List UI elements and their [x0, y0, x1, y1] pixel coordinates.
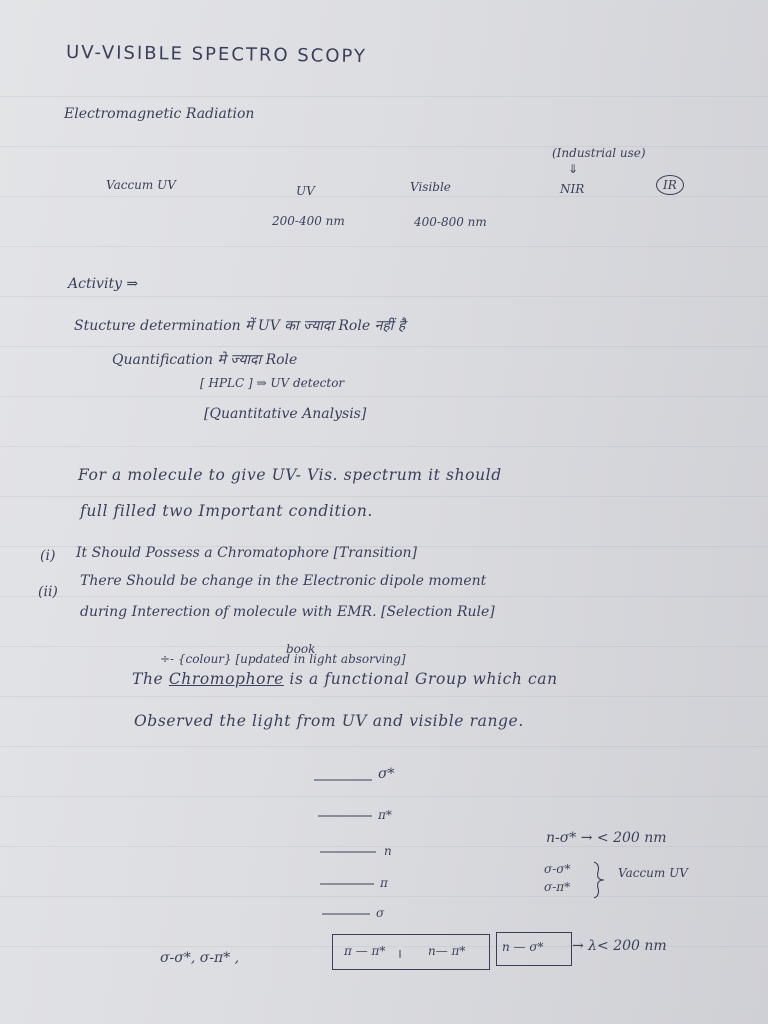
intro-line-2: full filled two Important condition.	[80, 502, 373, 520]
level-pi: π	[380, 876, 388, 890]
transition-n-sigma-box: n — σ*	[502, 940, 544, 954]
transition-sigma-sigma: σ-σ*	[544, 862, 571, 876]
activity-line-2: Quantification मे ज्यादा Role	[112, 352, 298, 368]
activity-line-1: Stucture determination में UV का ज्यादा Role नहीं है	[74, 318, 406, 334]
page-title: UV-VISIBLE SPECTRO SCOPY	[65, 41, 368, 68]
transition-pi-pi: π — π*	[344, 944, 386, 958]
vaccum-uv-label: Vaccum UV	[618, 866, 688, 880]
label-vaccum-uv: Vaccum UV	[106, 178, 176, 192]
activity-line-3: [ HPLC ] ⇒ UV detector	[200, 376, 345, 390]
definition-line-1: The Chromophore is a functional Group which can	[132, 670, 558, 688]
label-uv: UV	[296, 184, 315, 198]
industrial-use-note: (Industrial use)	[552, 146, 646, 160]
down-arrow-icon: ⇓	[568, 162, 579, 176]
condition-1-number: (i)	[40, 548, 56, 564]
chromophore-word: Chromophore	[168, 670, 284, 688]
condition-2-number: (ii)	[38, 584, 58, 600]
section-heading: Electromagnetic Radiation	[64, 106, 255, 122]
label-ir: IR	[656, 175, 684, 195]
range-visible: 400-800 nm	[414, 215, 487, 229]
label-nir: NIR	[560, 182, 585, 196]
wavelength-result: → λ< 200 nm	[572, 938, 667, 954]
note-line: ÷- {colour} [updated in light absorving]	[160, 652, 406, 666]
activity-heading: Activity ⇒	[68, 276, 139, 292]
transition-n-sigma: n-σ* → < 200 nm	[546, 830, 667, 846]
condition-1: It Should Possess a Chromatophore [Transition]	[76, 545, 417, 561]
activity-line-4: [Quantitative Analysis]	[204, 406, 367, 422]
transition-sigma-pi: σ-π*	[544, 880, 571, 894]
intro-line-1: For a molecule to give UV- Vis. spectrum it should	[78, 466, 502, 484]
definition-line-2: Observed the light from UV and visible range.	[134, 712, 524, 730]
note-book: book	[286, 642, 316, 656]
level-sigma: σ	[376, 906, 385, 920]
range-uv: 200-400 nm	[272, 214, 345, 228]
label-visible: Visible	[410, 180, 451, 194]
level-sigma-star: σ*	[378, 766, 395, 782]
transition-n-pi: n— π*	[428, 944, 466, 958]
condition-2-line-b: during Interection of molecule with EMR. [Selection Rule]	[80, 604, 495, 620]
level-n: n	[384, 844, 392, 858]
level-pi-star: π*	[378, 808, 392, 822]
condition-2-line-a: There Should be change in the Electronic dipole moment	[80, 573, 487, 589]
transition-list: σ-σ*, σ-π* ,	[160, 950, 240, 966]
